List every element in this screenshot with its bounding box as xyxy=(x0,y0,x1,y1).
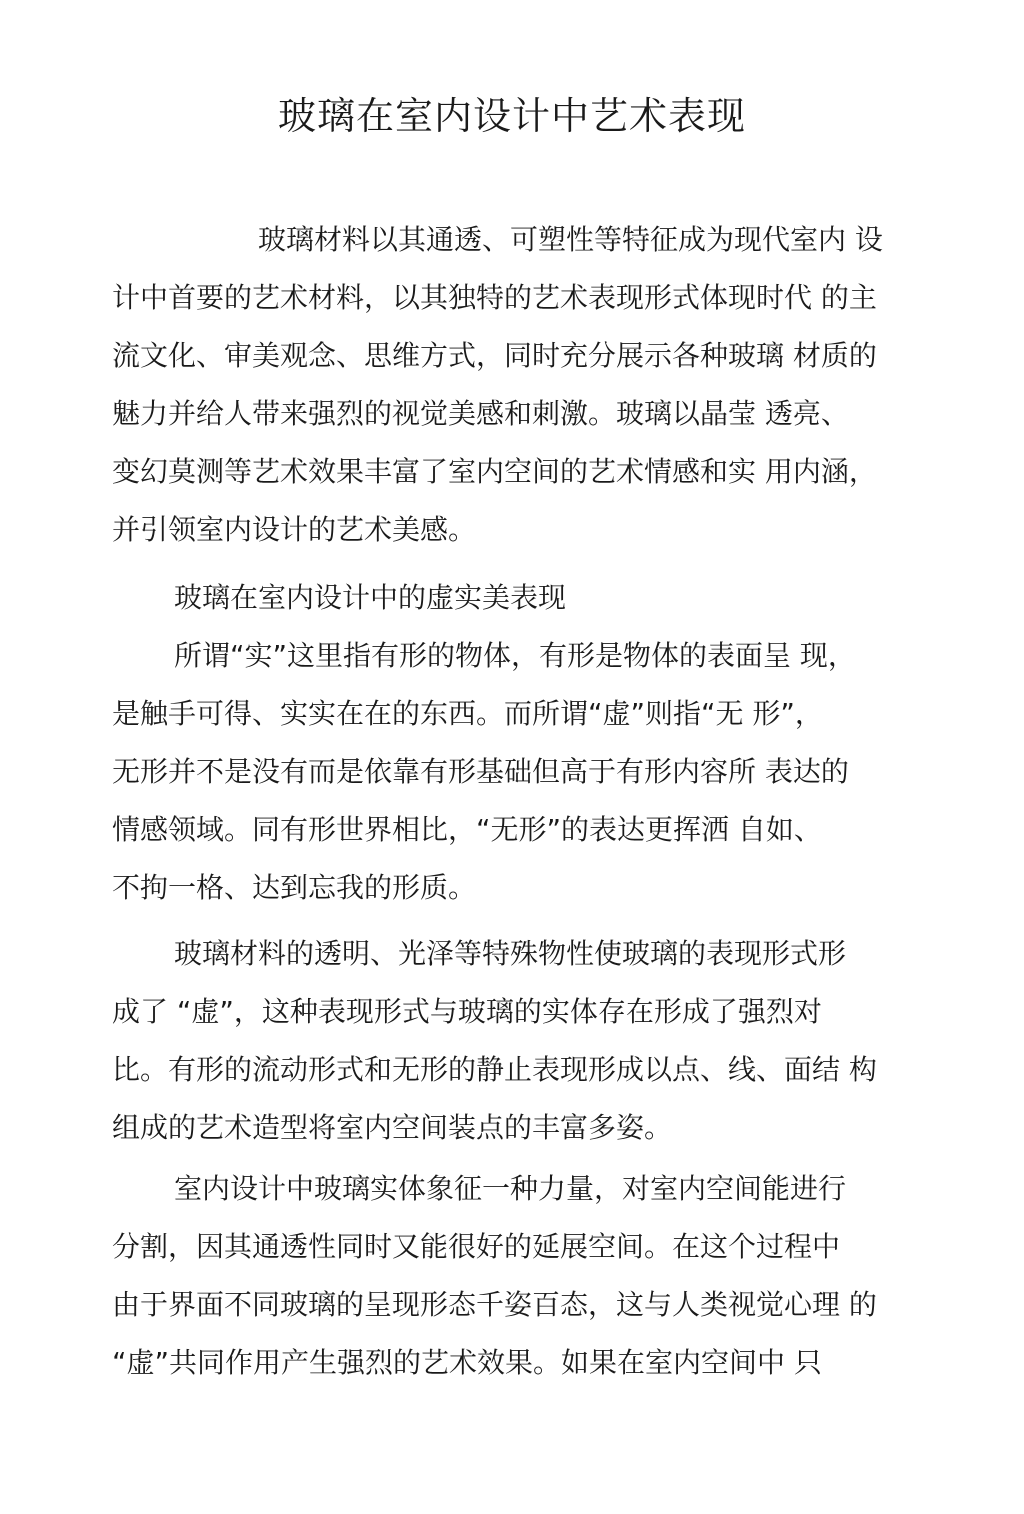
section-heading: 玻璃在室内设计中的虚实美表现 xyxy=(174,581,567,614)
paragraph-line: 流文化、审美观念、思维方式，同时充分展示各种玻璃 材质的 xyxy=(112,339,877,372)
paragraph-line: 成了 “虚”，这种表现形式与玻璃的实体存在形成了强烈对 xyxy=(112,995,822,1028)
paragraph-line: 组成的艺术造型将室内空间装点的丰富多姿。 xyxy=(112,1111,673,1144)
paragraph-line: 魅力并给人带来强烈的视觉美感和刺激。玻璃以晶莹 透亮、 xyxy=(112,397,849,430)
paragraph-line: 情感领域。同有形世界相比，“无形”的表达更挥洒 自如、 xyxy=(112,813,822,846)
paragraph-line: 变幻莫测等艺术效果丰富了室内空间的艺术情感和实 用内涵， xyxy=(112,455,877,488)
paragraph-line: 分割，因其通透性同时又能很好的延展空间。在这个过程中 xyxy=(112,1230,841,1263)
paragraph-line: 比。有形的流动形式和无形的静止表现形成以点、线、面结 构 xyxy=(112,1053,877,1086)
paragraph-line: 并引领室内设计的艺术美感。 xyxy=(112,513,477,546)
document-title: 玻璃在室内设计中艺术表现 xyxy=(277,94,746,138)
paragraph-line: 所谓“实”这里指有形的物体，有形是物体的表面呈 现， xyxy=(174,639,856,672)
paragraph-line: 玻璃材料的透明、光泽等特殊物性使玻璃的表现形式形 xyxy=(174,937,847,970)
paragraph-line: 不拘一格、达到忘我的形质。 xyxy=(112,871,477,904)
paragraph-line: 玻璃材料以其通透、可塑性等特征成为现代室内 设 xyxy=(258,223,883,256)
paragraph-line: 由于界面不同玻璃的呈现形态千姿百态，这与人类视觉心理 的 xyxy=(112,1288,877,1321)
paragraph-line: 室内设计中玻璃实体象征一种力量，对室内空间能进行 xyxy=(174,1172,847,1205)
paragraph-line: 计中首要的艺术材料，以其独特的艺术表现形式体现时代 的主 xyxy=(112,281,877,314)
paragraph-line: “虚”共同作用产生强烈的艺术效果。如果在室内空间中 只 xyxy=(112,1346,822,1379)
paragraph-line: 无形并不是没有而是依靠有形基础但高于有形内容所 表达的 xyxy=(112,755,849,788)
paragraph-line: 是触手可得、实实在在的东西。而所谓“虚”则指“无 形”， xyxy=(112,697,823,730)
